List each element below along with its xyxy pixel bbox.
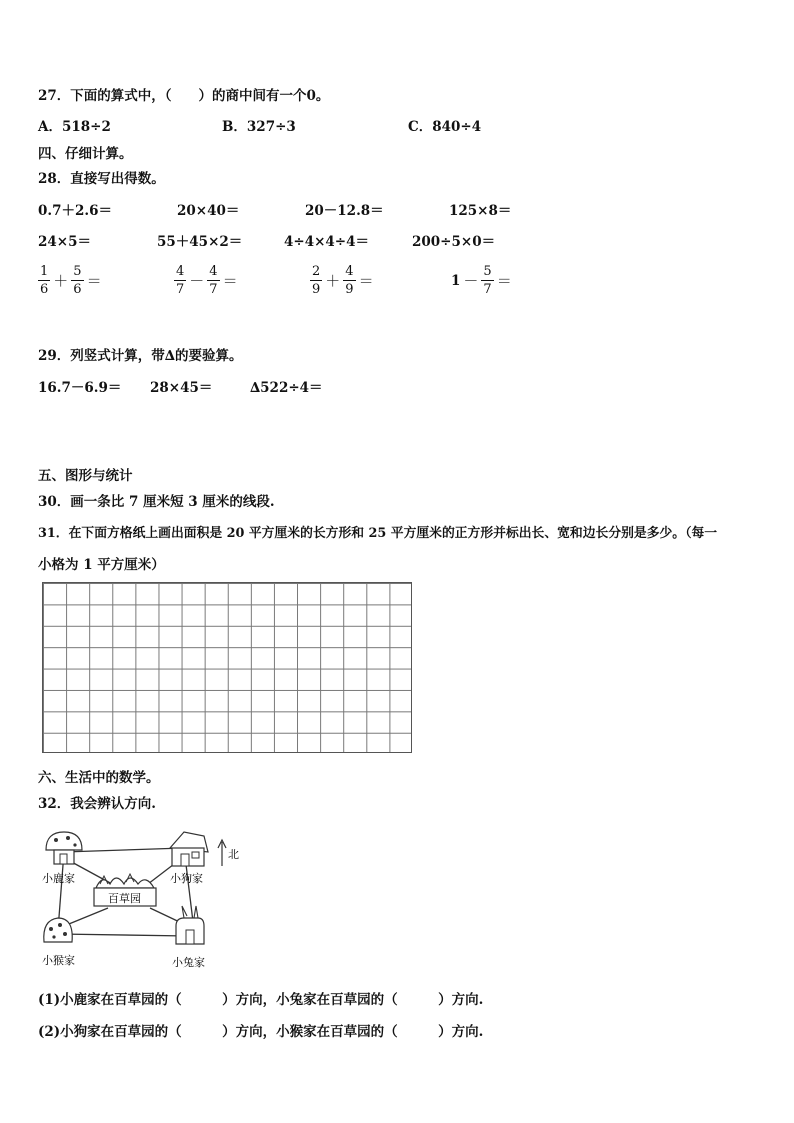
q31-stem-line2: 小格为 1 平方厘米） [38, 557, 165, 573]
dog-house-label: 小狗家 [170, 872, 203, 885]
square-grid-paper[interactable] [42, 582, 412, 753]
q32-stem: 32．我会辨认方向. [38, 796, 156, 812]
equals-sign: ＝ [496, 272, 512, 290]
q28-row2-item4: 200÷5×0＝ [412, 234, 496, 250]
q28-fraction-item3 [310, 265, 377, 296]
fraction [38, 265, 50, 296]
q29-item1: 16.7－6.9＝ [38, 380, 122, 396]
section-4-title: 四、仔细计算。 [38, 146, 133, 162]
fraction [343, 265, 355, 296]
garden-label: 百草园 [108, 892, 141, 905]
north-arrow-icon [218, 840, 226, 866]
numerator: 4 [176, 264, 185, 279]
q28-row1-item1: 0.7＋2.6＝ [38, 203, 112, 219]
numerator: 5 [73, 264, 82, 279]
q30-stem: 30．画一条比 7 厘米短 3 厘米的线段. [38, 494, 275, 510]
path-line [64, 908, 108, 926]
fraction [310, 265, 322, 296]
q29-item2: 28×45＝ [150, 380, 213, 396]
monkey-house-icon [44, 918, 72, 942]
q29-item3: ∆522÷4＝ [250, 380, 323, 396]
path-line [58, 934, 188, 936]
fraction [174, 265, 186, 296]
q31-stem-line1: 31．在下面方格纸上画出面积是 20 平方厘米的长方形和 25 平方厘米的正方形并标出长、宽和边长分别是多少。（每一 [38, 526, 718, 541]
q28-row2-item1: 24×5＝ [38, 234, 91, 250]
q27-option-a: A．518÷2 [38, 119, 111, 135]
deer-house-icon [46, 832, 82, 864]
numerator: 5 [483, 264, 492, 279]
denominator: 6 [73, 282, 82, 297]
q28-fraction-item2 [174, 265, 241, 296]
q28-stem: 28．直接写出得数。 [38, 171, 165, 187]
q28-row2-item3: 4÷4×4÷4＝ [284, 234, 370, 250]
numerator: 2 [312, 264, 321, 279]
denominator: 7 [209, 282, 218, 297]
q29-stem: 29．列竖式计算，带∆的要验算。 [38, 348, 243, 364]
direction-map [38, 826, 248, 974]
numerator: 4 [209, 264, 218, 279]
equals-sign: ＝ [358, 272, 374, 290]
denominator: 7 [483, 282, 492, 297]
operator: ＋ [53, 272, 69, 290]
q28-row2-item2: 55＋45×2＝ [157, 234, 243, 250]
rabbit-house-label: 小兔家 [172, 956, 205, 969]
fraction [207, 265, 219, 296]
q28-row1-item3: 20－12.8＝ [305, 203, 384, 219]
north-label: 北 [228, 848, 239, 861]
rabbit-house-icon [176, 906, 204, 944]
dog-house-icon [170, 832, 208, 866]
q27-stem: 27．下面的算式中，（ ）的商中间有一个0。 [38, 88, 330, 104]
q27-option-b: B．327÷3 [222, 119, 296, 135]
section-6-title: 六、生活中的数学。 [38, 770, 160, 786]
whole-number: 1 [451, 272, 461, 289]
numerator: 4 [345, 264, 354, 279]
denominator: 9 [345, 282, 354, 297]
q28-row1-item2: 20×40＝ [177, 203, 240, 219]
equals-sign: ＝ [222, 272, 238, 290]
fraction [481, 265, 493, 296]
denominator: 7 [176, 282, 185, 297]
operator: ＋ [325, 272, 341, 290]
denominator: 6 [40, 282, 49, 297]
operator: － [463, 272, 479, 290]
operator: － [189, 272, 205, 290]
equals-sign: ＝ [86, 272, 102, 290]
q28-row1-item4: 125×8＝ [449, 203, 512, 219]
fraction [71, 265, 83, 296]
q32-sub1: (1)小鹿家在百草园的（ ）方向，小兔家在百草园的（ ）方向. [38, 992, 484, 1008]
q27-option-c: C．840÷4 [408, 119, 482, 135]
monkey-house-label: 小猴家 [42, 954, 75, 967]
deer-house-label: 小鹿家 [42, 872, 75, 885]
q28-fraction-item4 [451, 265, 515, 296]
numerator: 1 [40, 264, 49, 279]
denominator: 9 [312, 282, 321, 297]
section-5-title: 五、图形与统计 [38, 468, 133, 484]
q28-fraction-item1 [38, 265, 105, 296]
q32-sub2: (2)小狗家在百草园的（ ）方向，小猴家在百草园的（ ）方向. [38, 1024, 484, 1040]
